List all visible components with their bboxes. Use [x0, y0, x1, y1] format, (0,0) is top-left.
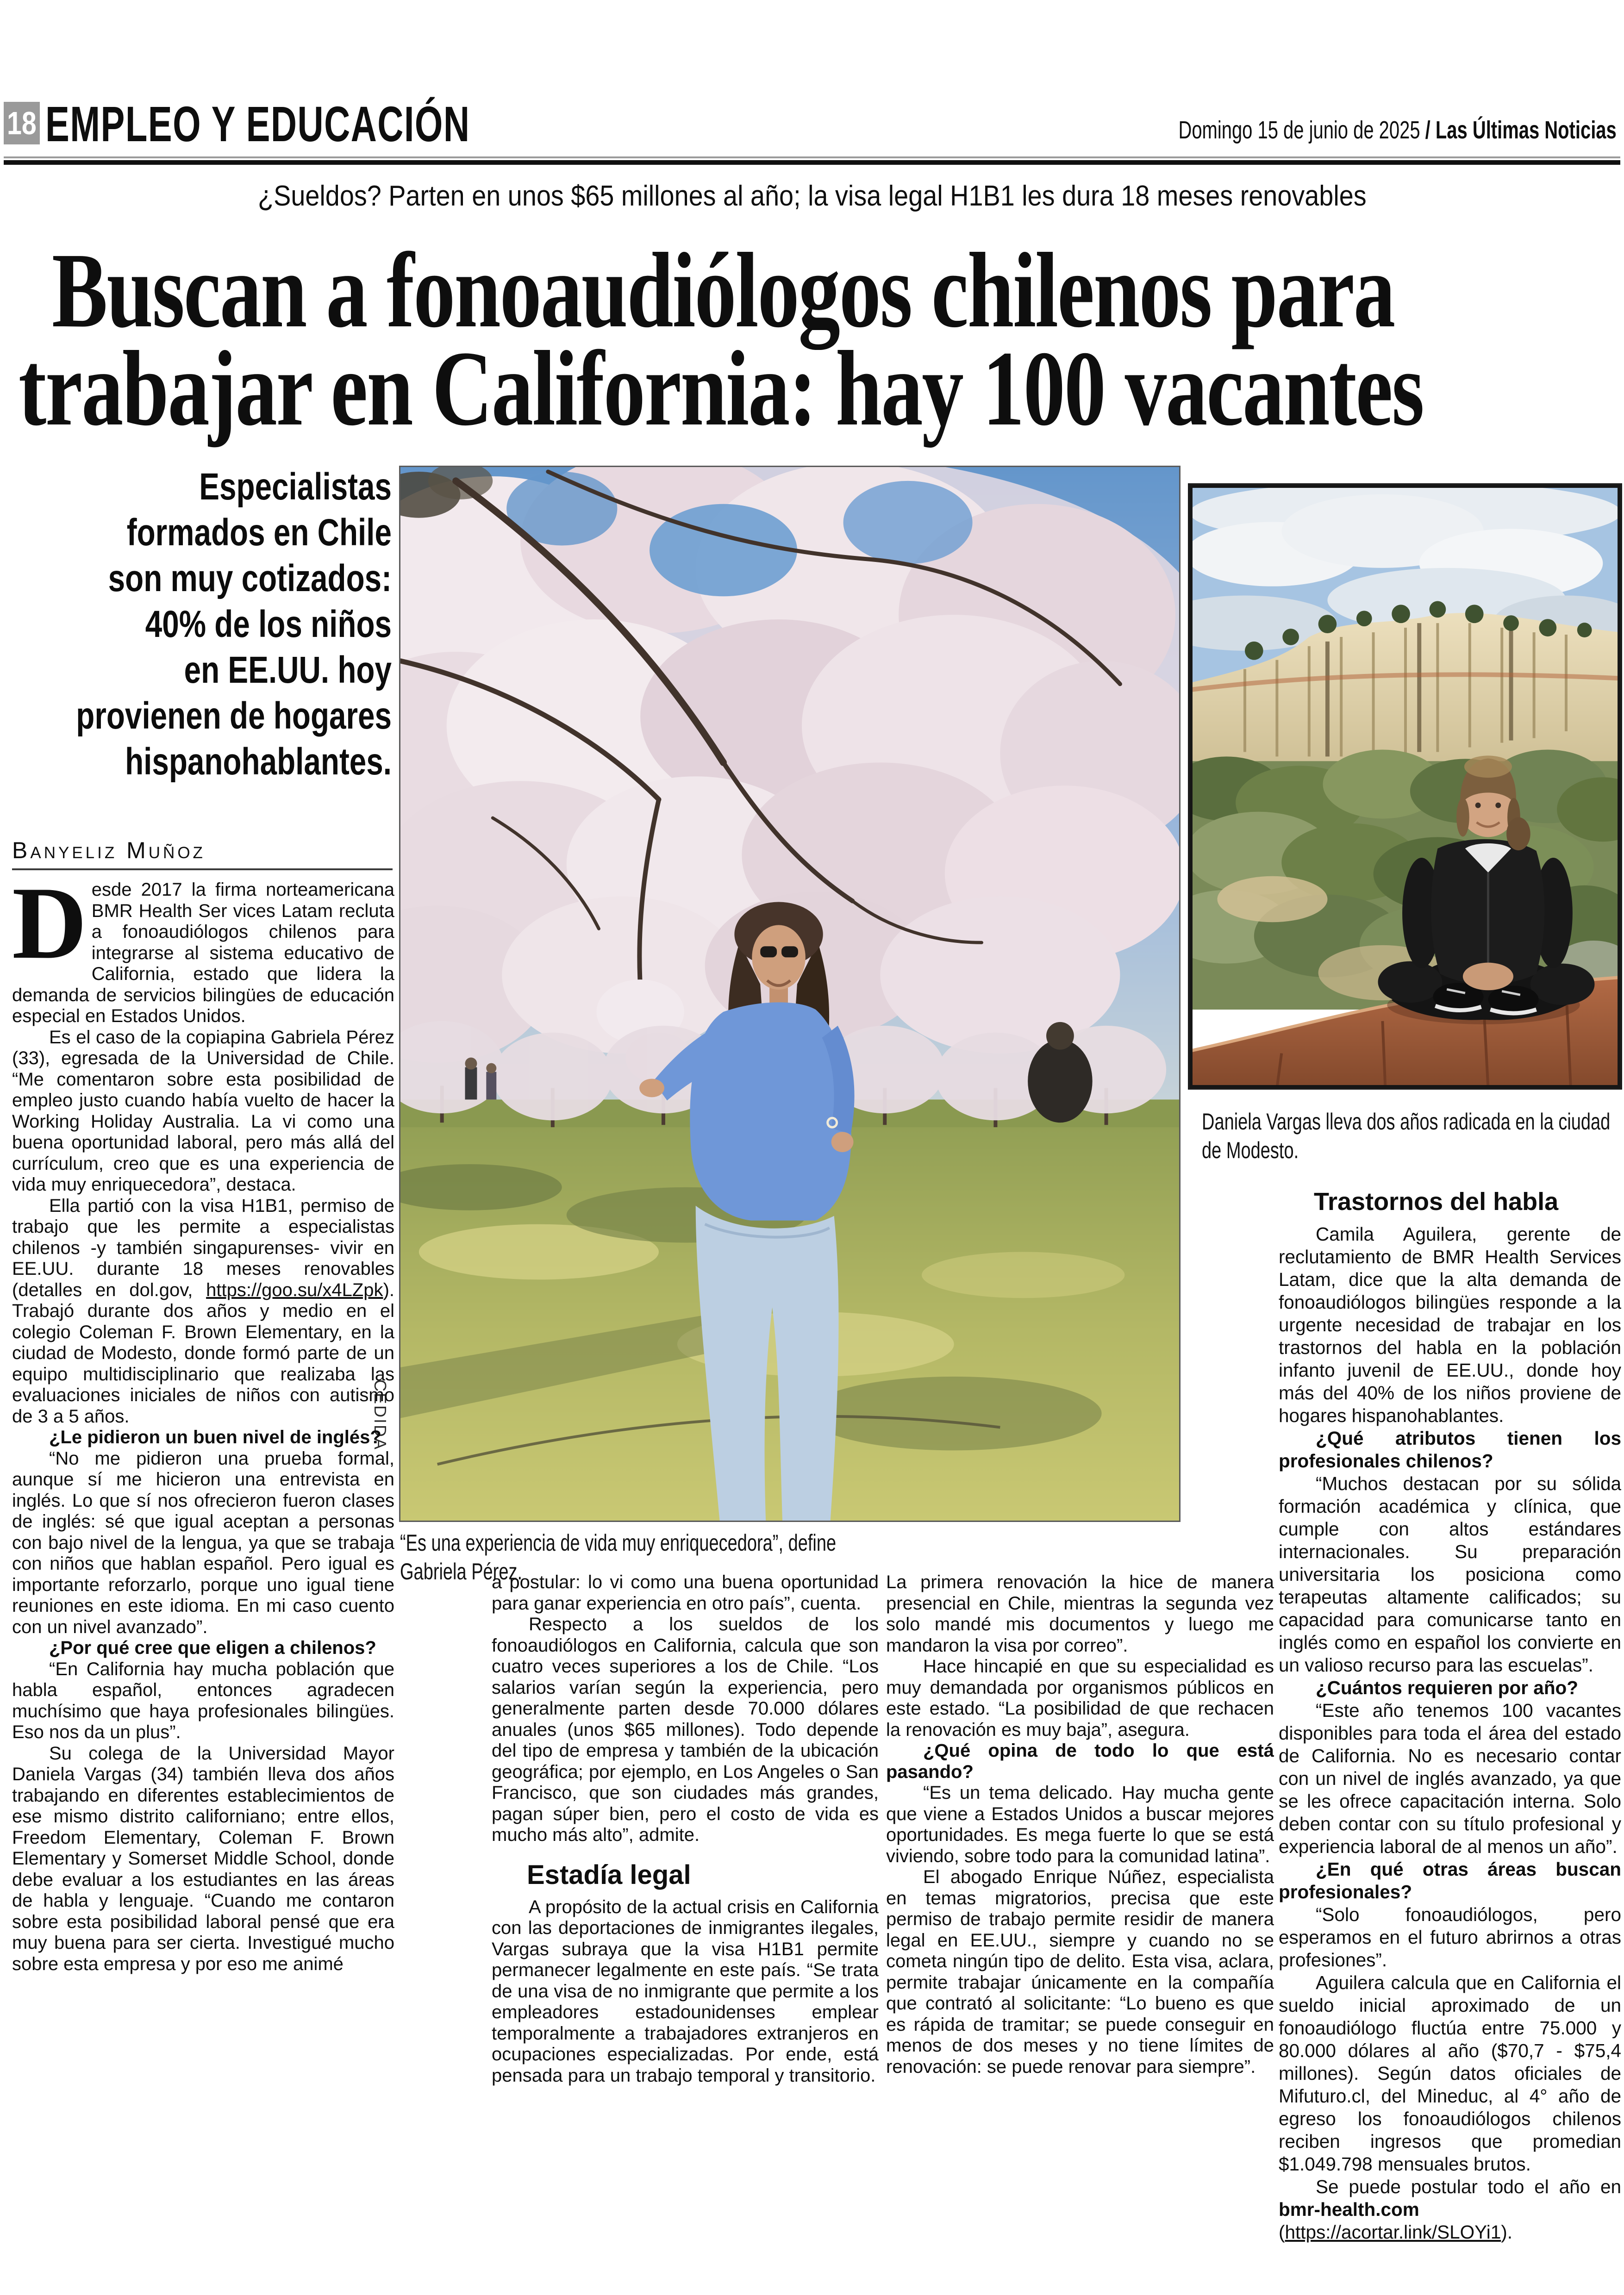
interview-question	[12, 1638, 394, 1659]
text-run: “No me pidieron una prueba formal, aunque sí me hicieron una entrevista en inglés. Lo que sí nos ofrecieron fueron clases de inglés: sé que igual aceptan a personas con bajo nivel de la lengua, ya que se trabaja con niños que hablan español. Pero igual es importante reforzarlo, porque uno igual tiene reuniones en este idioma. En mi caso cuento con un nivel avanzado”.	[12, 1448, 394, 1637]
section-header	[45, 95, 635, 152]
text-run: Respecto a los sueldos de los fonoaudiólogos en California, calcula que son cuatro veces superiores a los de Chile. “Los salarios varían según la experiencia, pero generalmente parten desde 70.000 dólares anuales (unos $65 millones). Todo depende del tipo de empresa y también de la ubicación geográfica; por ejemplo, en Los Angeles o San Francisco, que son ciudades más grandes, pagan súper bien, pero el costo de vida es mucho más alto”, admite.	[492, 1614, 879, 1845]
body-paragraph	[1279, 1223, 1621, 1427]
body-paragraph	[1279, 2176, 1621, 2244]
text-run: El abogado Enrique Núñez, especialista en temas migratorios, precisa que este permiso de trabajo permite residir de manera legal en EE.UU., siempre y cuando no se cometa ningún tipo de delito. Esta visa, aclara, permite trabajar únicamente en la compañía que contrató al solicitante: “Lo bueno es que es rápida de tramitar; se puede conseguir en menos de dos meses y no tiene límites de renovación: se puede renovar para siempre”.	[886, 1867, 1274, 2077]
headline-line-1: Buscan a fonoaudiólogos chilenos para	[52, 231, 1394, 350]
deck-line: provienen de hogares	[76, 695, 392, 737]
text-run: a postular: lo vi como una buena oportunidad para ganar experiencia en otro país”, cuenta.	[492, 1572, 879, 1614]
body-paragraph	[12, 1659, 394, 1743]
date-text: Domingo 15 de junio de 2025	[1178, 116, 1425, 144]
secondary-photo-caption: Daniela Vargas lleva dos años radicada en la ciudad de Modesto.	[1202, 1109, 1611, 1163]
text-run: “Muchos destacan por su sólida formación académica y clínica, que cumple con altos estándares internacionales. Su preparación universitaria los posiciona como terapeutas altamente calificados; su capacidad para comunicarse tanto en inglés como en español los convierte en un valioso recurso para las escuelas”.	[1279, 1473, 1621, 1676]
body-paragraph	[492, 1614, 879, 1846]
text-run: Estadía legal	[527, 1859, 691, 1890]
text-run: ).	[1501, 2221, 1512, 2243]
text-run: bmr-health.com	[1279, 2199, 1419, 2220]
body-paragraph	[1279, 1971, 1621, 2176]
section-title: EMPLEO Y EDUCACIÓN	[45, 95, 470, 152]
masthead-name: / Las Últimas Noticias	[1425, 116, 1617, 144]
body-paragraph	[886, 1867, 1274, 2077]
interview-question	[12, 1427, 394, 1448]
deck-line: en EE.UU. hoy	[184, 649, 392, 691]
text-run: “Este año tenemos 100 vacantes disponibles para toda el área del estado de California. No es necesario contar con un nivel de inglés avanzado, ya que se les ofrece capacitación interna. Solo deben contar con su título profesional y experiencia laboral de al menos un año”.	[1279, 1700, 1621, 1857]
link-url: https://goo.su/x4LZpk	[206, 1279, 383, 1300]
page-number-box	[4, 102, 40, 144]
article-column-1	[12, 879, 394, 2180]
article-column-3	[886, 1572, 1274, 2195]
interview-question	[1279, 1427, 1621, 1472]
dateline	[1024, 116, 1617, 144]
interview-question	[886, 1740, 1274, 1783]
kicker-row	[0, 180, 1624, 212]
canyon-photo-illustration	[1190, 485, 1620, 1088]
text-run: ¿En qué otras áreas buscan profesionales?	[1279, 1858, 1621, 1902]
deck-line: 40% de los niños	[145, 603, 392, 645]
text-run: Aguilera calcula que en California el sueldo inicial aproximado de un fonoaudiólogo fluctúa entre 75.000 y 80.000 dólares al año ($70,7 - $75,4 millones). Según datos oficiales de Mifuturo.cl, del Mineduc, al 4° año de egreso los fonoaudiólogos chilenos reciben ingresos que promedian $1.049.798 mensuales brutos.	[1279, 1972, 1621, 2175]
main-photo-caption: “Es una experiencia de vida muy enriquecedora”, define Gabriela Pérez.	[400, 1530, 837, 1584]
body-paragraph	[12, 879, 394, 1027]
text-run: (	[1279, 2221, 1285, 2243]
page-number: 18	[7, 105, 37, 141]
body-paragraph	[1279, 1903, 1621, 1971]
text-run: Trastornos del habla	[1314, 1188, 1559, 1216]
deck-line: hispanohablantes.	[125, 741, 392, 783]
body-paragraph	[1279, 1472, 1621, 1677]
text-run: esde 2017 la firma norteamericana BMR Health Ser vices Latam recluta a fonoaudiólogos chilenos para integrarse al sistema educativo de California, estado que lidera la demanda de servicios bilingües de educación especial en Estados Unidos.	[12, 879, 394, 1026]
secondary-photo	[1188, 483, 1622, 1090]
text-run: “Es un tema delicado. Hay mucha gente que viene a Estados Unidos a buscar mejores oportunidades. Es mega fuerte lo que se está viviendo, sobre todo para la comunidad latina”.	[886, 1783, 1274, 1866]
text-run: Se puede postular todo el año en	[1316, 2176, 1621, 2197]
body-paragraph	[492, 1897, 879, 2087]
body-paragraph	[886, 1572, 1274, 1656]
interview-question	[1279, 1677, 1621, 1699]
text-run: ¿Le pidieron un buen nivel de inglés?	[49, 1427, 381, 1447]
body-paragraph	[492, 1572, 879, 1614]
text-run: Ella partió con la visa H1B1, permiso de trabajo que les permite a especialistas chilenos -y también singapurenses- vivir en EE.UU. durante 18 meses renovables (detalles en dol.gov,	[12, 1195, 394, 1300]
byline: Banyeliz Muñoz	[12, 837, 206, 863]
deck-line: formados en Chile	[126, 511, 392, 554]
header-rule-thin	[4, 156, 1620, 158]
body-paragraph	[12, 1448, 394, 1638]
text-run: ¿Qué atributos tienen los profesionales chilenos?	[1279, 1428, 1621, 1472]
section-subhead	[492, 1860, 879, 1890]
body-paragraph	[12, 1743, 394, 1975]
text-run: Camila Aguilera, gerente de reclutamiento de BMR Health Services Latam, dice que la alta demanda de fonoaudiólogos bilingües responde a la urgente necesidad de trabajar en los trastornos del habla en la población infanto juvenil de EE.UU., donde hoy más del 40% de los niños proviene de hogares hispanohablantes.	[1279, 1223, 1621, 1426]
main-photo	[399, 466, 1181, 1522]
article-column-2	[492, 1572, 879, 2195]
text-run: Es el caso de la copiapina Gabriela Pérez (33), egresada de la Universidad de Chile. “Me comentaron sobre esta posibilidad de empleo justo cuando había vuelto de hacer la Working Holiday Australia. La vi como una buena oportunidad laboral, pero más allá del currículum, creo que es una experiencia de vida muy enriquecedora”, destaca.	[12, 1027, 394, 1195]
byline-rule	[12, 868, 393, 870]
header-rule-thick	[4, 160, 1620, 165]
text-run: ). Trabajó durante dos años y medio en el colegio Coleman F. Brown Elementary, en la ciudad de Modesto, donde formó parte de un equipo multidisciplinario que realizaba las evaluaciones iniciales de niños con autismo de 3 a 5 años.	[12, 1279, 394, 1427]
text-run: ¿Por qué cree que eligen a chilenos?	[49, 1638, 376, 1658]
text-run: ¿Qué opina de todo lo que está pasando?	[886, 1740, 1274, 1782]
drop-cap: D	[12, 879, 87, 980]
body-paragraph	[886, 1783, 1274, 1867]
text-run: “Solo fonoaudiólogos, pero esperamos en el futuro abrirnos a otras profesiones”.	[1279, 1904, 1621, 1971]
body-paragraph	[12, 1196, 394, 1428]
body-paragraph	[886, 1656, 1274, 1740]
photo-credit: CEDIDA	[371, 1379, 390, 1451]
orchard-photo-illustration	[400, 467, 1179, 1521]
text-run: La primera renovación la hice de manera presencial en Chile, mientras la segunda vez solo mandé mis documentos y luego me mandaron la visa por correo”.	[886, 1572, 1274, 1656]
interview-question	[1279, 1858, 1621, 1903]
text-run: ¿Cuántos requieren por año?	[1316, 1677, 1579, 1698]
text-run: “En California hay mucha población que habla español, entonces agradecen muchísimo que haya profesionales bilingües. Eso nos da un plus”.	[12, 1659, 394, 1742]
kicker-text: ¿Sueldos? Parten en unos $65 millones al año; la visa legal H1B1 les dura 18 meses renovables	[257, 180, 1367, 212]
link-url: https://acortar.link/SLOYi1	[1285, 2221, 1501, 2243]
headline-line-2: trabajar en California: hay 100 vacantes	[19, 329, 1424, 448]
section-subhead	[1279, 1188, 1621, 1216]
body-paragraph	[12, 1027, 394, 1196]
deck-line: son muy cotizados:	[108, 557, 392, 599]
text-run: Su colega de la Universidad Mayor Daniela Vargas (34) también lleva dos años trabajando en diferentes establecimientos de ese mismo distrito californiano; entre ellos, Freedom Elementary, Coleman F. Brown Elementary y Somerset Middle School, donde debe evaluar a los estudiantes en las áreas de habla y lenguaje. “Cuando me contaron sobre esta posibilidad laboral pensé que era muy buena para ser cierta. Investigué mucho sobre esta empresa y por eso me animé	[12, 1743, 394, 1974]
article-column-4	[1279, 1186, 1621, 2264]
deck	[56, 464, 392, 785]
body-paragraph	[1279, 1699, 1621, 1858]
text-run: A propósito de la actual crisis en California con las deportaciones de inmigrantes ilegales, Vargas subraya que la visa H1B1 permite permanecer legalmente en este país. “Se trata de una visa de no inmigrante que permite a los empleadores estadounidenses emplear temporalmente a trabajadores extranjeros en ocupaciones especializadas. Por ende, está pensada para un trabajo temporal y transitorio.	[492, 1896, 879, 2086]
text-run: Hace hincapié en que su especialidad es muy demandada por organismos públicos en este estado. “La posibilidad de que rechacen la renovación es muy baja”, asegura.	[886, 1656, 1274, 1740]
deck-line: Especialistas	[199, 466, 392, 508]
